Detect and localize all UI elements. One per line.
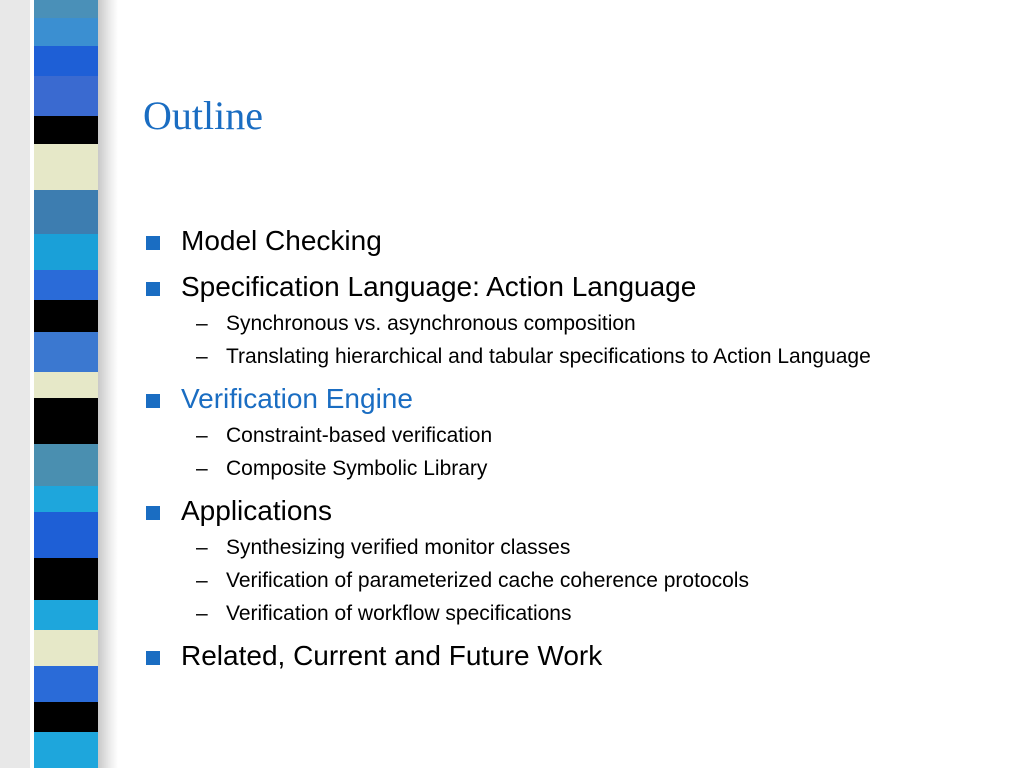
sub-bullet-item bbox=[143, 601, 1003, 627]
side-strip-band bbox=[34, 332, 98, 372]
bullet-item-text: Related, Current and Future Work bbox=[181, 640, 603, 671]
sub-bullet-item bbox=[143, 311, 1003, 337]
bullet-item bbox=[143, 224, 1003, 258]
bullet-item-text: Applications bbox=[181, 495, 332, 526]
sub-bullet-text: Verification of parameterized cache coherence protocols bbox=[226, 569, 749, 592]
bullet-item bbox=[143, 494, 1003, 528]
sub-bullet-text: Composite Symbolic Library bbox=[226, 457, 488, 480]
side-strip-band bbox=[34, 116, 98, 144]
bullet-item-text: Model Checking bbox=[181, 225, 382, 256]
square-bullet-icon bbox=[146, 651, 160, 665]
square-bullet-icon bbox=[146, 236, 160, 250]
side-strip-band bbox=[34, 398, 98, 444]
bullet-item bbox=[143, 639, 1003, 673]
bullet-item bbox=[143, 382, 1003, 416]
side-strip-band bbox=[34, 600, 98, 630]
sub-bullet-text: Verification of workflow specifications bbox=[226, 602, 572, 625]
side-strip-band bbox=[34, 190, 98, 234]
sub-bullet-text: Constraint-based verification bbox=[226, 424, 493, 447]
dash-icon: – bbox=[196, 312, 208, 335]
dash-icon: – bbox=[196, 536, 208, 559]
bullet-item-text: Specification Language: Action Language bbox=[181, 271, 697, 302]
side-strip-band bbox=[34, 702, 98, 732]
side-strip-band bbox=[34, 270, 98, 300]
square-bullet-icon bbox=[146, 506, 160, 520]
slide-title: Outline bbox=[143, 93, 263, 138]
side-strip-background bbox=[0, 0, 30, 768]
sub-bullet-text: Synthesizing verified monitor classes bbox=[226, 536, 571, 559]
side-strip-band bbox=[34, 18, 98, 46]
dash-icon: – bbox=[196, 569, 208, 592]
side-strip-band bbox=[34, 0, 98, 18]
dash-icon: – bbox=[196, 424, 208, 447]
side-strip-band bbox=[34, 666, 98, 702]
sub-bullet-item bbox=[143, 535, 1003, 561]
side-strip-band bbox=[34, 630, 98, 666]
side-strip-band bbox=[34, 558, 98, 600]
bullet-list bbox=[143, 224, 1003, 673]
dash-icon: – bbox=[196, 345, 208, 368]
bullet-item-text: Verification Engine bbox=[181, 383, 413, 414]
square-bullet-icon bbox=[146, 282, 160, 296]
square-bullet-icon bbox=[146, 394, 160, 408]
sub-bullet-text: Translating hierarchical and tabular specifications to Action Language bbox=[226, 345, 871, 368]
side-strip-band bbox=[34, 372, 98, 398]
bullet-item bbox=[143, 270, 1003, 304]
side-strip-band bbox=[34, 444, 98, 486]
dash-icon: – bbox=[196, 602, 208, 625]
side-strip-shadow bbox=[98, 0, 118, 768]
side-strip-band bbox=[34, 76, 98, 116]
sub-bullet-item bbox=[143, 456, 1003, 482]
sub-bullet-item bbox=[143, 568, 1003, 594]
side-strip-band bbox=[34, 732, 98, 768]
sub-bullet-item bbox=[143, 344, 1003, 370]
sub-bullet-text: Synchronous vs. asynchronous composition bbox=[226, 312, 636, 335]
side-strip-band bbox=[34, 300, 98, 332]
dash-icon: – bbox=[196, 457, 208, 480]
side-strip-band bbox=[34, 512, 98, 558]
sub-bullet-item bbox=[143, 423, 1003, 449]
side-strip-band bbox=[34, 234, 98, 270]
side-strip-band bbox=[34, 144, 98, 190]
decorative-side-strip bbox=[0, 0, 118, 768]
side-strip-band bbox=[34, 46, 98, 76]
side-strip-band bbox=[34, 486, 98, 512]
